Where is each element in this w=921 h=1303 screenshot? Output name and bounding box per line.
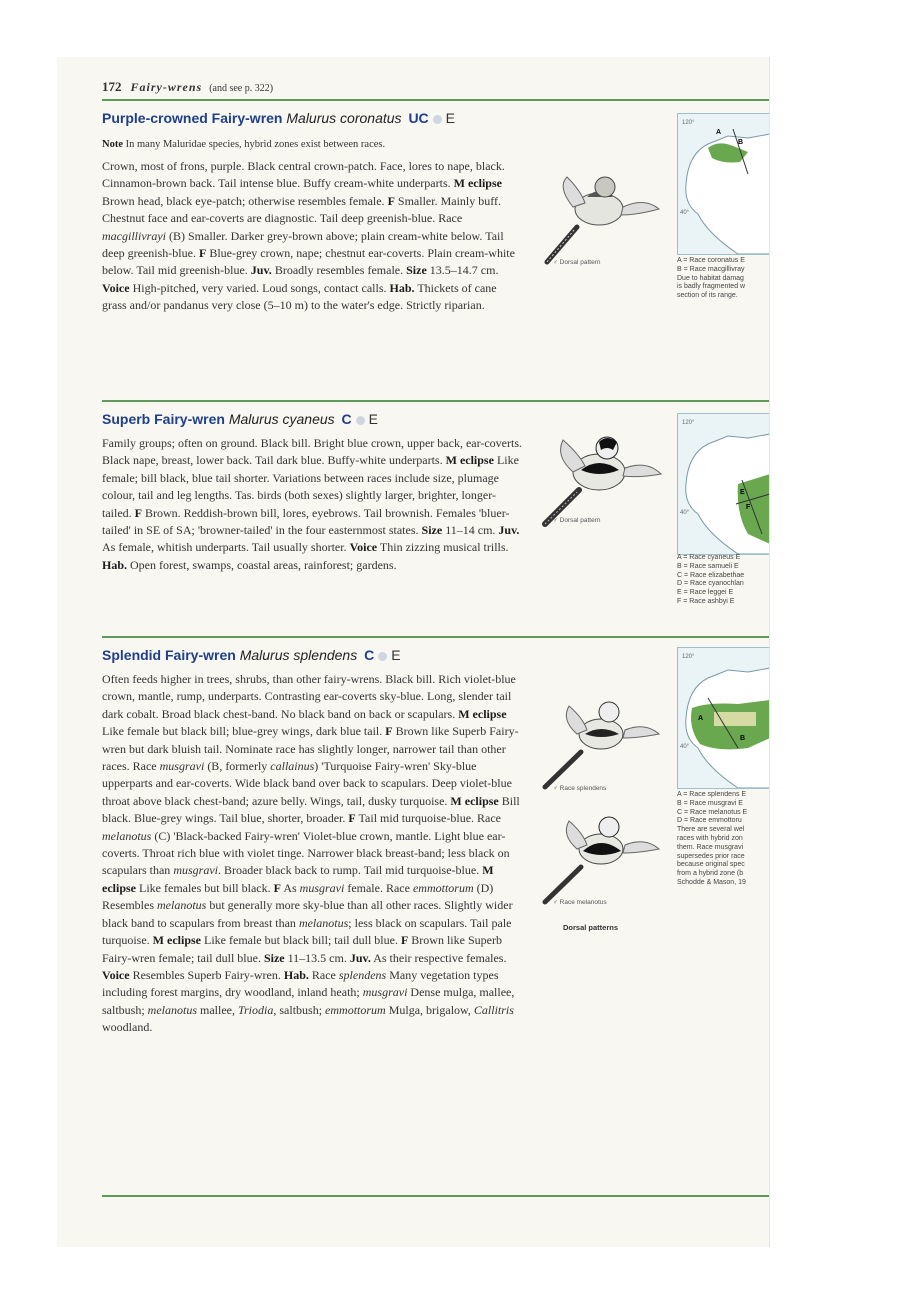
species-title (102, 647, 401, 663)
map-legend: A = Race splendens E B = Race musgravi E C = Race melanotus E D = Race emmottoru There are several wel races with hybrid zon them. Race musgravi supersedes prior race because original spec from a hybrid zone (b Schodde & Mason, 19 (677, 791, 748, 886)
note: Note In many Maluridae species, hybrid zones exist between races. (102, 139, 386, 150)
section-rule (102, 400, 769, 402)
species-title (102, 411, 378, 427)
svg-text:120°: 120° (682, 120, 695, 126)
status-code: C (364, 647, 375, 663)
illustration-caption: ♂ Race splendens (553, 785, 607, 792)
bird-illustration (527, 157, 667, 267)
endemic-code: E (445, 110, 456, 126)
illustration-caption: ♂ Race melanotus (553, 899, 607, 906)
common-name: Splendid Fairy-wren (102, 647, 236, 663)
svg-text:120°: 120° (682, 654, 695, 660)
common-name: Superb Fairy-wren (102, 411, 225, 427)
svg-text:40°: 40° (680, 510, 690, 516)
page-number: 172 (102, 79, 122, 94)
section-title: Fairy-wrens (130, 80, 203, 94)
map-legend: A = Race coronatus E B = Race macgillivray Due to habitat damag is badly fragmented w section of its range. (677, 257, 746, 300)
book-page (57, 57, 769, 1247)
svg-text:120°: 120° (682, 420, 695, 426)
species-description: Note In many Maluridae species, hybrid zones exist between races. Crown, most of frons, purple. Black central crown-patch. Face, lores to nape, black. Cinnamon-brown back. Tail intense blue. Buffy cream-white underparts. M eclipse Brown head, black eye-patch; otherwise resembles female. F Smaller. Mainly buff. Chestnut face and ear-coverts are diagnostic. Tail deep greenish-blue. Race macgillivrayi (B) Smaller. Darker grey-brown above; plain cream-white below. Tail deep greenish-blue. F Blue-grey crown, nape; chestnut ear-coverts. Plain cream-white below. Tail mid greenish-blue. Juv. Broadly resembles female. Size 13.5–14.7 cm. Voice High-pitched, very varied. Loud songs, contact calls. Hab. Thickets of cane grass and/or pandanus very close (5–10 m) to the water's edge. Strictly riparian. (102, 137, 522, 315)
status-dot-icon (356, 416, 365, 425)
common-name: Purple-crowned Fairy-wren (102, 110, 283, 126)
status-code: C (341, 411, 352, 427)
scientific-name: Malurus cyaneus (228, 411, 335, 427)
map-legend: A = Race cyaneus E B = Race samueli E C = Race elizabethae D = Race cyanochlan E = Race leggei E F = Race ashbyi E (677, 554, 745, 605)
illustration-caption: ♂ Dorsal pattern (553, 259, 601, 266)
bird-illustration-splendens (535, 682, 665, 792)
footer-rule (102, 1195, 769, 1197)
svg-text:40°: 40° (680, 210, 690, 216)
endemic-code: E (391, 647, 401, 663)
svg-text:A: A (698, 715, 704, 722)
species-description: Family groups; often on ground. Black bill. Bright blue crown, upper back, ear-coverts. Black nape, breast, lower back. Tail dark blue. Buffy-white underparts. M eclipse Like female; bill black, blue tail shorter. Variations between races include size, plumage colour, tail and leg lengths. Tas. birds (both sexes) slightly larger, brighter, longer-tailed. F Brown. Reddish-brown bill, lores, eyebrows. Tail brownish. Females 'bluer-tailed' in SE of SA; 'browner-tailed' in the four easternmost states. Size 11–14 cm. Juv. As female, whitish underparts. Tail usually shorter. Voice Thin zizzing musical trills. Hab. Open forest, swamps, coastal areas, rainforest; gardens. (102, 436, 522, 572)
bird-illustration (527, 412, 667, 532)
distribution-map (677, 113, 769, 255)
svg-text:A: A (716, 129, 722, 136)
illustration-caption: ♂ Dorsal pattern (553, 517, 601, 524)
page-header (102, 79, 273, 95)
scientific-name: Malurus coronatus (286, 110, 402, 126)
svg-text:F: F (746, 504, 751, 511)
svg-text:B: B (738, 139, 744, 146)
svg-text:40°: 40° (680, 744, 690, 750)
species-description: Often feeds higher in trees, shrubs, than other fairy-wrens. Black bill. Rich violet-blue crown, mantle, rump, underparts. Contrasting ear-coverts sky-blue. Long, slender tail dark cobalt. Broad black chest-band. No black band on back or scapulars. M eclipse Like female but black bill; blue-grey wings, dark blue tail. F Brown like Superb Fairy-wren but dark bluish tail. Nominate race has slightly longer, narrower tail than other races. Race musgravi (B, formerly callainus) 'Turquoise Fairy-wren' Sky-blue upperparts and ear-coverts. Wide black band over back to scapulars. Deep violet-blue throat above black chest-band; azure belly. Wings, tail, dusky turquoise. M eclipse Bill black. Blue-grey wings. Tail blue, shorter, broader. F Tail mid turquoise-blue. Race melanotus (C) 'Black-backed Fairy-wren' Violet-blue crown, mantle. Light blue ear-coverts. Throat rich blue with violet tinge. Narrower black breast-band; less black on scapulars than musgravi. Broader black back to rump. Tail mid turquoise-blue. M eclipse Like females but bill black. F As musgravi female. Race emmottorum (D) Resembles melanotus but generally more sky-blue than all other races. Slightly wider black band to scapulars from breast than melanotus; less black on scapulars. Tail pale turquoise. M eclipse Like female but black bill; tail dull blue. F Brown like Superb Fairy-wren female; tail dull blue. Size 11–13.5 cm. Juv. As their respective females. Voice Resembles Superb Fairy-wren. Hab. Race splendens Many vegetation types including forest margins, dry woodland, inland heath; musgravi Dense mulga, mallee, saltbush; melanotus mallee, Triodia, saltbush; emmottorum Mulga, brigalow, Callitris woodland. (102, 672, 520, 1035)
distribution-map (677, 647, 769, 789)
status-dot-icon (433, 115, 442, 124)
section-rule (102, 636, 769, 638)
dorsal-patterns-label: Dorsal patterns (563, 923, 619, 932)
endemic-code: E (368, 411, 378, 427)
svg-text:B: B (740, 735, 746, 742)
status-code: UC (408, 110, 429, 126)
status-dot-icon (378, 652, 387, 661)
distribution-map (677, 413, 769, 555)
see-reference: (and see p. 322) (209, 83, 274, 94)
svg-text:E: E (740, 489, 745, 496)
page-edge (769, 57, 770, 1247)
scientific-name: Malurus splendens (239, 647, 358, 663)
species-title (102, 110, 455, 126)
bird-illustration-melanotus (535, 797, 665, 907)
header-rule (102, 99, 769, 101)
